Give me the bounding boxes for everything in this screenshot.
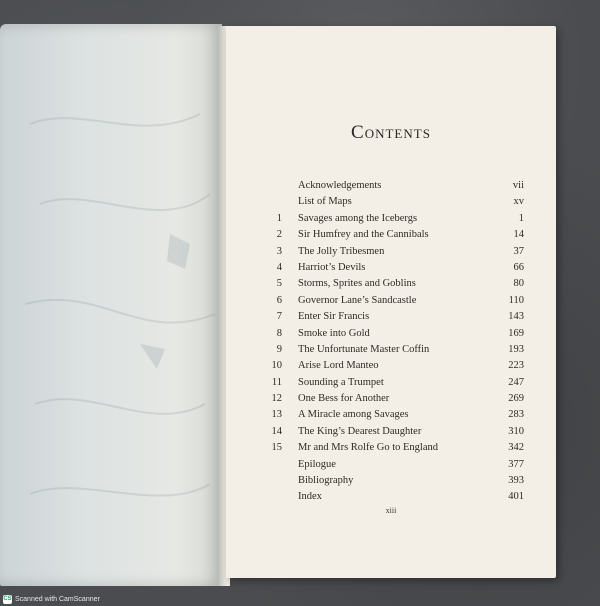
toc-chapter-number: 14 — [271, 425, 282, 437]
toc-page-number: 14 — [513, 229, 524, 241]
toc-chapter-title: Bibliography — [298, 475, 354, 487]
toc-page-number: 269 — [508, 393, 524, 405]
toc-chapter-title: The Unfortunate Master Coffin — [298, 343, 430, 355]
toc-chapter-title: Enter Sir Francis — [298, 311, 370, 323]
toc-page-number: 377 — [508, 458, 524, 470]
toc-entry — [260, 375, 524, 391]
camscanner-logo-icon: CS — [3, 596, 12, 602]
scanner-watermark — [3, 593, 100, 605]
toc-chapter-number: 1 — [276, 212, 282, 224]
toc-page-number: 247 — [508, 376, 524, 388]
toc-entry — [260, 309, 524, 325]
toc-page-number: 110 — [508, 294, 524, 306]
watermark-text: Scanned with CamScanner — [15, 595, 100, 603]
toc-chapter-title: Sounding a Trumpet — [298, 376, 384, 388]
toc-chapter-number: 9 — [276, 343, 282, 355]
toc-chapter-number: 15 — [271, 442, 282, 454]
toc-page-number: 143 — [508, 311, 524, 323]
toc-chapter-number: 5 — [276, 278, 282, 290]
toc-chapter-number: 2 — [276, 229, 282, 241]
toc-page-number: vii — [512, 180, 524, 191]
toc-entry — [260, 489, 524, 505]
toc-chapter-title: Sir Humfrey and the Cannibals — [298, 229, 429, 241]
toc-entry — [260, 276, 524, 292]
toc-chapter-title: Epilogue — [298, 458, 336, 470]
table-of-contents — [260, 178, 524, 506]
toc-page-number: 193 — [508, 343, 524, 355]
toc-page-number: 223 — [508, 360, 524, 372]
toc-chapter-number: 3 — [276, 245, 282, 257]
open-book — [0, 18, 560, 586]
toc-entry — [260, 260, 524, 276]
toc-entry — [260, 178, 524, 194]
toc-chapter-title: List of Maps — [298, 196, 352, 208]
toc-entry — [260, 293, 524, 309]
toc-chapter-number: 6 — [276, 294, 282, 306]
toc-entry — [260, 358, 524, 374]
toc-chapter-title: Storms, Sprites and Goblins — [298, 278, 416, 290]
toc-chapter-number: 4 — [276, 261, 282, 273]
toc-page-number: xv — [513, 196, 524, 208]
toc-page-number: 401 — [508, 491, 524, 503]
toc-chapter-number: 13 — [271, 409, 282, 421]
toc-page-number: 342 — [508, 442, 524, 454]
toc-entry — [260, 227, 524, 243]
page-folio: xiii — [385, 506, 397, 515]
toc-page-number: 283 — [508, 409, 524, 421]
toc-chapter-title: One Bess for Another — [298, 393, 390, 405]
toc-page-number: 310 — [508, 425, 524, 437]
toc-entry — [260, 391, 524, 407]
toc-chapter-title: Smoke into Gold — [298, 327, 370, 339]
toc-chapter-number: 12 — [271, 393, 282, 405]
toc-chapter-title: Savages among the Icebergs — [298, 212, 418, 224]
toc-chapter-title: Index — [298, 491, 322, 503]
toc-entry — [260, 407, 524, 423]
toc-entry — [260, 211, 524, 227]
page-title: Contents — [351, 122, 431, 143]
toc-entry — [260, 457, 524, 473]
toc-chapter-title: A Miracle among Savages — [298, 409, 409, 421]
toc-entry — [260, 424, 524, 440]
toc-entry — [260, 440, 524, 456]
toc-entry — [260, 244, 524, 260]
contents-page — [226, 26, 556, 578]
toc-page-number: 1 — [518, 212, 524, 224]
toc-entry — [260, 342, 524, 358]
toc-chapter-title: Arise Lord Manteo — [298, 360, 379, 372]
toc-page-number: 66 — [513, 261, 524, 273]
toc-chapter-number: 11 — [271, 376, 282, 388]
toc-page-number: 80 — [513, 278, 524, 290]
toc-entry — [260, 326, 524, 342]
toc-chapter-number: 8 — [276, 327, 282, 339]
toc-chapter-title: The Jolly Tribesmen — [298, 245, 385, 257]
toc-page-number: 169 — [508, 327, 524, 339]
toc-chapter-number: 7 — [276, 311, 282, 323]
toc-chapter-number: 10 — [271, 360, 282, 372]
left-page — [0, 24, 222, 586]
toc-entry — [260, 194, 524, 210]
toc-page-number: 393 — [508, 475, 524, 487]
toc-page-number: 37 — [513, 245, 524, 257]
toc-chapter-title: Mr and Mrs Rolfe Go to England — [298, 442, 438, 454]
toc-chapter-title: Acknowledgements — [298, 180, 382, 191]
toc-chapter-title: Harriot’s Devils — [298, 261, 366, 273]
toc-chapter-title: Governor Lane’s Sandcastle — [298, 294, 417, 306]
faint-map-illustration — [20, 84, 220, 544]
toc-chapter-title: The King’s Dearest Daughter — [298, 425, 422, 437]
toc-entry — [260, 473, 524, 489]
